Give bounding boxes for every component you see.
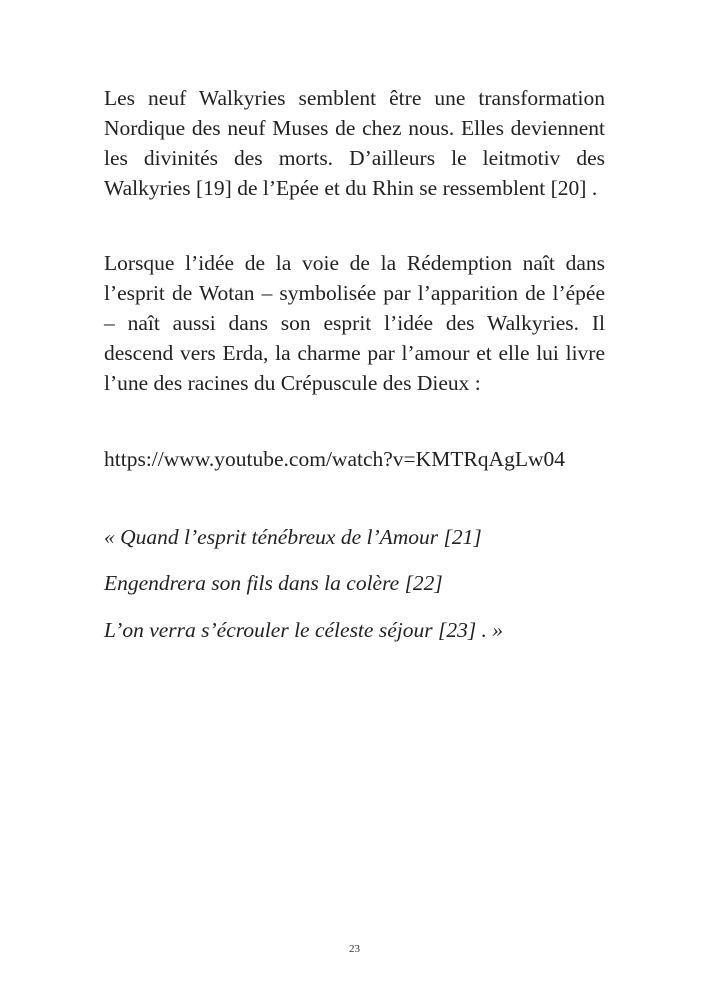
page-number: 23 — [349, 943, 360, 955]
youtube-link[interactable]: https://www.youtube.com/watch?v=KMTRqAgLw04 — [104, 447, 565, 471]
verse-line-2: Engendrera son fils dans la colère [22] — [104, 571, 443, 595]
paragraph-redemption — [104, 248, 605, 398]
verse-line-1: « Quand l’esprit ténébreux de l’Amour [21] — [104, 525, 482, 549]
paragraph-text: Les neuf Walkyries semblent être une transformation Nordique des neuf Muses de chez nous. Elles deviennent les divinités des morts. D’ailleurs le leitmotiv des Walkyries [19] de l’Epée et du Rhin se ressemblent [20] . — [104, 86, 605, 200]
paragraph-text: Lorsque l’idée de la voie de la Rédemption naît dans l’esprit de Wotan – symbolisée par l’apparition de l’épée – naît aussi dans son esprit l’idée des Walkyries. Il descend vers Erda, la charme par l’amour et elle lui livre l’une des racines du Crépuscule des Dieux : — [104, 251, 605, 395]
verse-line-3: L’on verra s’écrouler le céleste séjour [23] . » — [104, 618, 504, 642]
youtube-link-block — [104, 444, 605, 474]
paragraph-walkyries-muses — [104, 83, 605, 203]
